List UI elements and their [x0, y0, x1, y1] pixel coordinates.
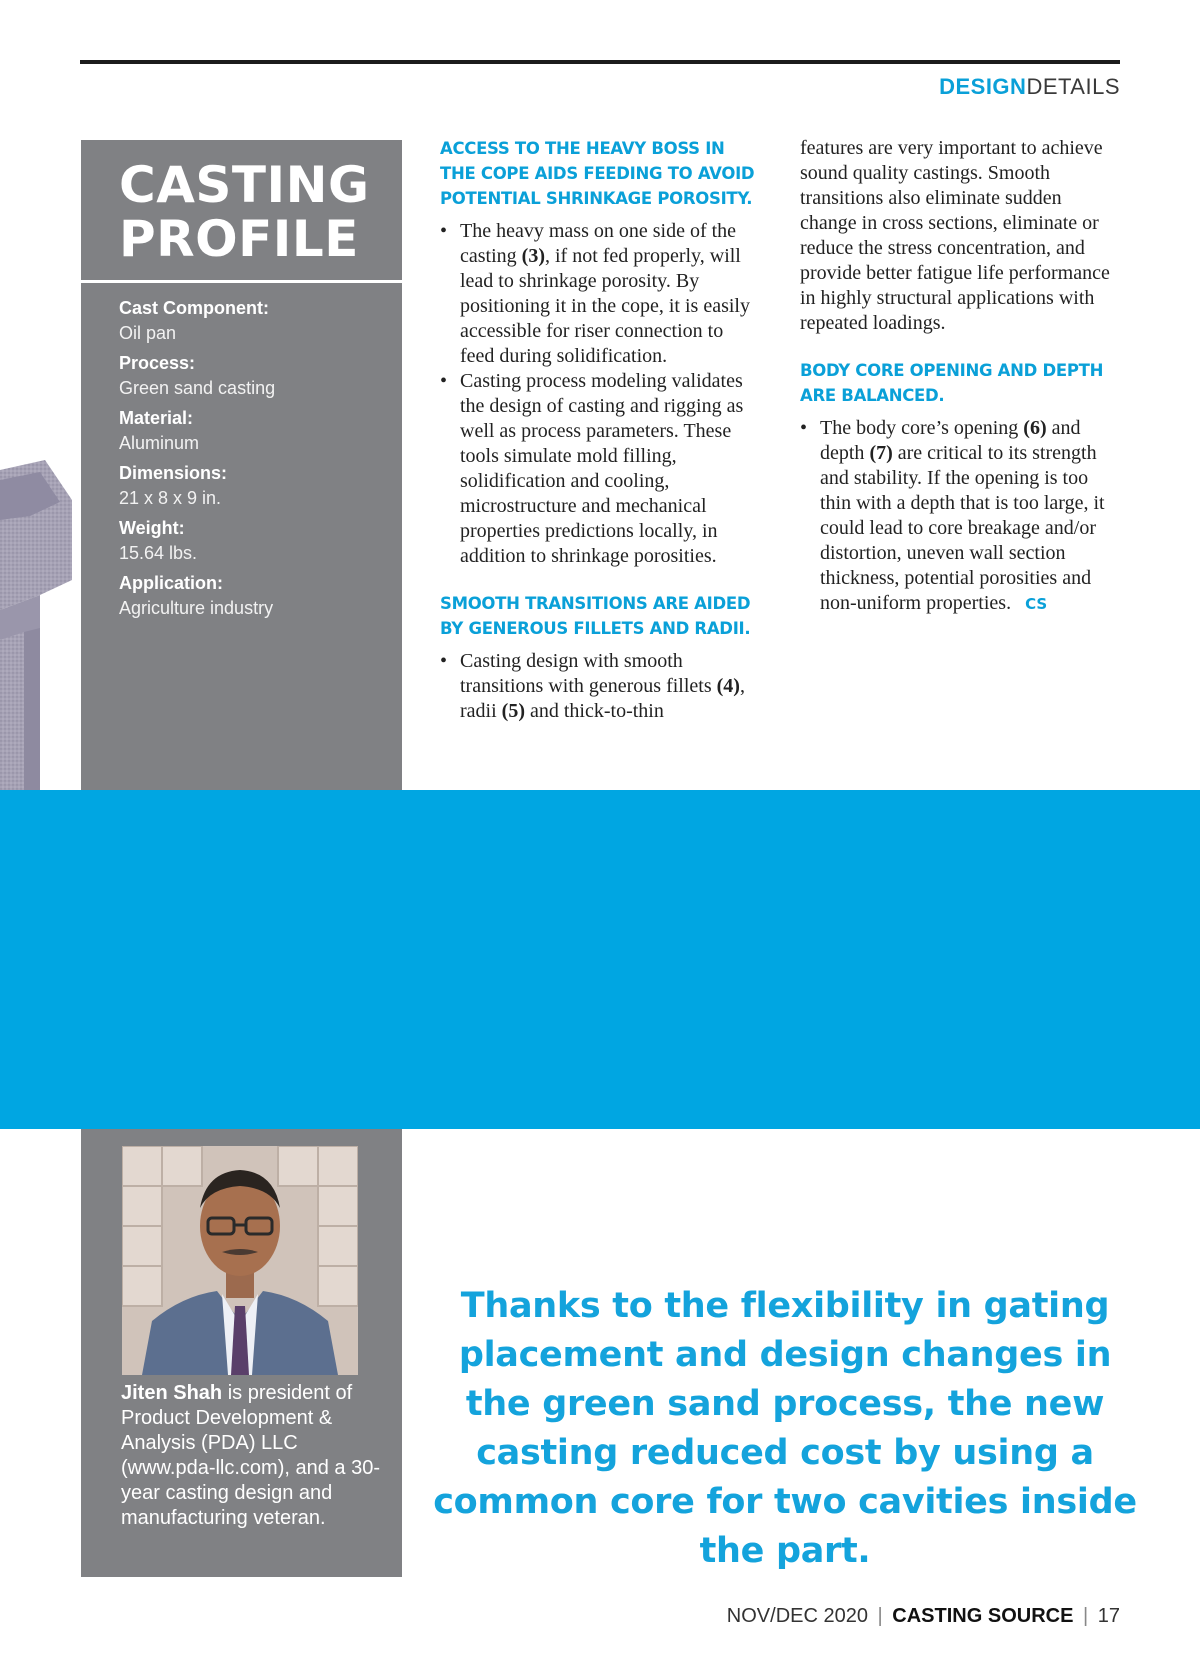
- top-rule: [80, 60, 1120, 64]
- bullet-text: , if not fed properly, will lead to shrinkage porosity. By positioning it in the cope, it is easily accessible for riser connection to feed during solidification.: [460, 245, 750, 367]
- profile-label-material: Material:: [119, 408, 194, 428]
- section-label-strong: DESIGN: [939, 74, 1027, 99]
- author-bio: [121, 1381, 391, 1531]
- bullet-text: The heavy mass on one side of the casting: [460, 220, 737, 267]
- profile-value-process: Green sand casting: [119, 378, 276, 398]
- profile-value-dimensions: 21 x 8 x 9 in.: [119, 488, 222, 508]
- bullets-smooth-transitions: [440, 649, 762, 724]
- bullet-smooth-transitions: [440, 649, 762, 724]
- profile-value-component: Oil pan: [119, 323, 177, 343]
- bullet-text: and depth: [820, 417, 1081, 464]
- figure-ref-6: (6): [1023, 417, 1047, 439]
- figure-ref-4: (4): [716, 675, 740, 697]
- heading-smooth-transitions: SMOOTH TRANSITIONS ARE AIDED BY GENEROUS FILLETS AND RADII.: [440, 594, 751, 638]
- profile-title: [119, 158, 370, 266]
- profile-value-material: Aluminum: [119, 433, 200, 453]
- issue-date: NOV/DEC 2020: [726, 1605, 868, 1627]
- heading-body-core: BODY CORE OPENING AND DEPTH ARE BALANCED.: [800, 361, 1104, 405]
- bullet-heavy-mass: [440, 219, 762, 369]
- profile-divider: [81, 280, 402, 283]
- blue-banner: [0, 790, 1200, 1129]
- profile-value-weight: 15.64 lbs.: [119, 543, 198, 563]
- section-label: [939, 74, 1120, 100]
- bullet-text: and thick-to-thin: [524, 700, 664, 722]
- publication-name: CASTING SOURCE: [892, 1605, 1074, 1627]
- pull-quote: Thanks to the flexibility in gating placement and design changes in the green sand process, the new casting reduced cost by using a common core for two cavities inside the part.: [433, 1286, 1137, 1571]
- bullets-body-core: [800, 416, 1122, 617]
- article-column-1: [440, 136, 762, 724]
- bullets-heavy-boss: [440, 219, 762, 569]
- profile-list: [119, 296, 389, 626]
- section-label-rest: DETAILS: [1026, 74, 1120, 99]
- bullet-text: are critical to its strength and stability. If the opening is too thin with a depth that is too large, it could lead to core breakage and/or distortion, uneven wall section thickness, potential porosities and non-uniform properties.: [820, 442, 1105, 614]
- page-footer: [727, 1605, 1120, 1628]
- bullet-process-modeling: • Casting process modeling validates the design of casting and rigging as well as process parameters. These tools simulate mold filling, solidification and cooling, microstructure and mechanical properties predictions locally, in addition to shrinkage porosities.: [440, 369, 762, 569]
- page-number: 17: [1097, 1605, 1120, 1627]
- profile-value-application: Agriculture industry: [119, 598, 274, 618]
- footer-separator: |: [877, 1605, 883, 1627]
- profile-label-component: Cast Component:: [119, 298, 269, 318]
- end-mark: CS: [1025, 595, 1048, 613]
- figure-ref-3: (3): [521, 245, 545, 267]
- bullet-text: Casting design with smooth transitions with generous fillets: [460, 650, 717, 697]
- footer-separator: |: [1082, 1605, 1089, 1627]
- figure-ref-7: (7): [869, 442, 893, 464]
- profile-title-box: [81, 140, 402, 278]
- smooth-transitions-continuation: features are very important to achieve sound quality castings. Smooth transitions also eliminate sudden change in cross sections, eliminate or reduce the stress concentration, and provide better fatigue life performance in highly structural applications with repeated loadings.: [800, 137, 1110, 334]
- bullet-text: , radii: [460, 675, 745, 722]
- author-bio-text: is president of Product Development & Analysis (PDA) LLC (www.pda-llc.com), and a 30-year casting design and manufacturing veteran.: [121, 1382, 380, 1529]
- profile-label-weight: Weight:: [119, 518, 185, 538]
- profile-label-application: Application:: [119, 573, 223, 593]
- author-name: Jiten Shah: [121, 1382, 223, 1404]
- figure-ref-5: (5): [501, 700, 525, 722]
- author-photo: [122, 1146, 358, 1375]
- article-column-2: [800, 136, 1122, 617]
- profile-title-line2: PROFILE: [119, 210, 359, 268]
- bullet-body-core: [800, 416, 1122, 617]
- author-panel: [81, 1129, 402, 1577]
- profile-label-dimensions: Dimensions:: [119, 463, 228, 483]
- bullet-text: The body core’s opening: [820, 417, 1024, 439]
- profile-label-process: Process:: [119, 353, 196, 373]
- heading-heavy-boss: ACCESS TO THE HEAVY BOSS IN THE COPE AIDS FEEDING TO AVOID POTENTIAL SHRINKAGE POROSITY.: [440, 139, 755, 208]
- casting-profile-panel: [81, 140, 402, 790]
- profile-title-line1: CASTING: [119, 156, 370, 214]
